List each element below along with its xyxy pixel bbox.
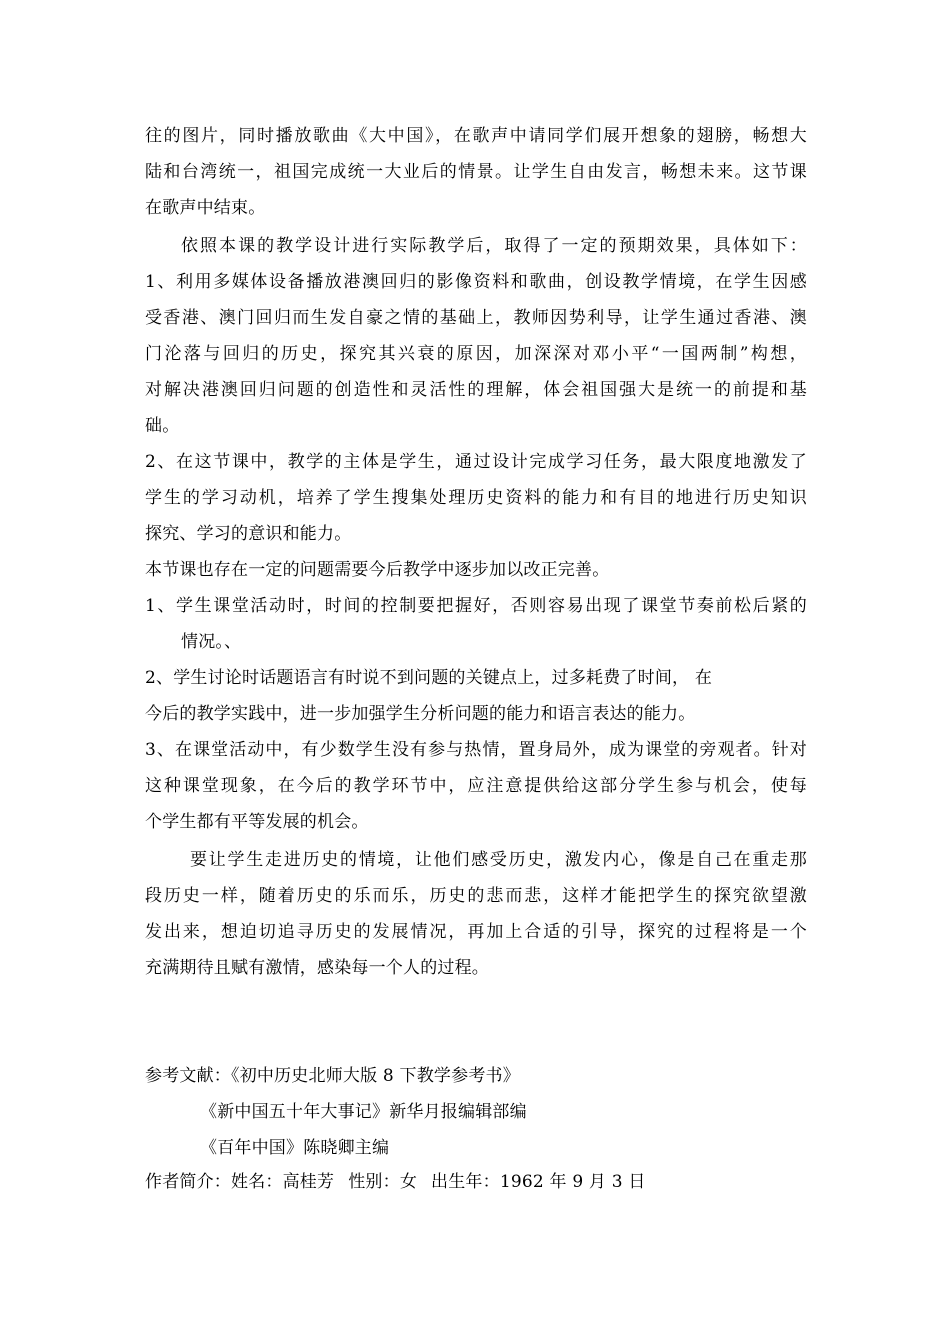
paragraph-line: 陆和台湾统一，祖国完成统一大业后的情景。让学生自由发言，畅想未来。这节课 bbox=[145, 162, 807, 182]
paragraph-line: 依照本课的教学设计进行实际教学后，取得了一定的预期效果，具体如下： bbox=[181, 236, 807, 256]
paragraph-line: 充满期待且赋有激情，感染每一个人的过程。 bbox=[145, 958, 489, 978]
reference-item: 《百年中国》陈晓卿主编 bbox=[200, 1138, 390, 1158]
list-item-line: 今后的教学实践中，进一步加强学生分析问题的能力和语言表达的能力。 bbox=[145, 704, 696, 724]
list-item-line: 2、在这节课中，教学的主体是学生，通过设计完成学习任务，最大限度地激发了 bbox=[145, 452, 807, 472]
list-item-line: 础。 bbox=[145, 416, 180, 436]
list-item-line: 探究、学习的意识和能力。 bbox=[145, 524, 352, 544]
author-name-label: 姓名： bbox=[231, 1172, 283, 1192]
list-item-line: 学生的学习动机，培养了学生搜集处理历史资料的能力和有目的地进行历史知识 bbox=[145, 488, 807, 508]
author-line bbox=[145, 1170, 646, 1194]
list-item-line: 个学生都有平等发展的机会。 bbox=[145, 812, 369, 832]
list-item-line: 受香港、澳门回归而生发自豪之情的基础上，教师因势利导，让学生通过香港、澳 bbox=[145, 308, 807, 328]
author-gender: 女 bbox=[399, 1172, 418, 1192]
paragraph-line: 要让学生走进历史的情境，让他们感受历史，激发内心，像是自己在重走那 bbox=[190, 850, 807, 870]
paragraph-line: 段历史一样，随着历史的乐而乐，历史的悲而悲，这样才能把学生的探究欲望激 bbox=[145, 886, 807, 906]
references-label: 参考文献： bbox=[145, 1066, 231, 1086]
author-gender-label: 性别： bbox=[348, 1172, 400, 1192]
reference-item: 《新中国五十年大事记》新华月报编辑部编 bbox=[200, 1102, 527, 1122]
list-item-line: 2、学生讨论时话题语言有时说不到问题的关键点上，过多耗费了时间， 在 bbox=[145, 668, 713, 688]
author-birth: 1962 年 9 月 3 日 bbox=[499, 1172, 646, 1192]
paragraph-line: 往的图片，同时播放歌曲《大中国》，在歌声中请同学们展开想象的翅膀，畅想大 bbox=[145, 126, 807, 146]
author-birth-label: 出生年： bbox=[431, 1172, 500, 1192]
list-item-line: 1、利用多媒体设备播放港澳回归的影像资料和歌曲，创设教学情境，在学生因感 bbox=[145, 272, 807, 292]
paragraph-line: 发出来，想迫切追寻历史的发展情况，再加上合适的引导，探究的过程将是一个 bbox=[145, 922, 807, 942]
list-item-line: 3、在课堂活动中，有少数学生没有参与热情，置身局外，成为课堂的旁观者。针对 bbox=[145, 740, 807, 760]
list-item-line: 对解决港澳回归问题的创造性和灵活性的理解，体会祖国强大是统一的前提和基 bbox=[145, 380, 807, 400]
reference-item: 《初中历史北师大版 8 下教学参考书》 bbox=[231, 1066, 520, 1086]
list-item-line: 这种课堂现象，在今后的教学环节中，应注意提供给这部分学生参与机会，使每 bbox=[145, 776, 807, 796]
list-item-line: 门沦落与回归的历史，探究其兴衰的原因，加深深对邓小平“一国两制”构想， bbox=[145, 344, 807, 364]
list-item-line: 1、学生课堂活动时，时间的控制要把握好，否则容易出现了课堂节奏前松后紧的 bbox=[145, 596, 807, 616]
list-item-line: 情况。、 bbox=[181, 632, 242, 652]
paragraph-line: 在歌声中结束。 bbox=[145, 198, 266, 218]
problems-intro: 本节课也存在一定的问题需要今后教学中逐步加以改正完善。 bbox=[145, 560, 610, 580]
author-label: 作者简介： bbox=[145, 1172, 231, 1192]
author-name: 高桂芳 bbox=[282, 1172, 335, 1192]
references-line bbox=[145, 1064, 520, 1088]
